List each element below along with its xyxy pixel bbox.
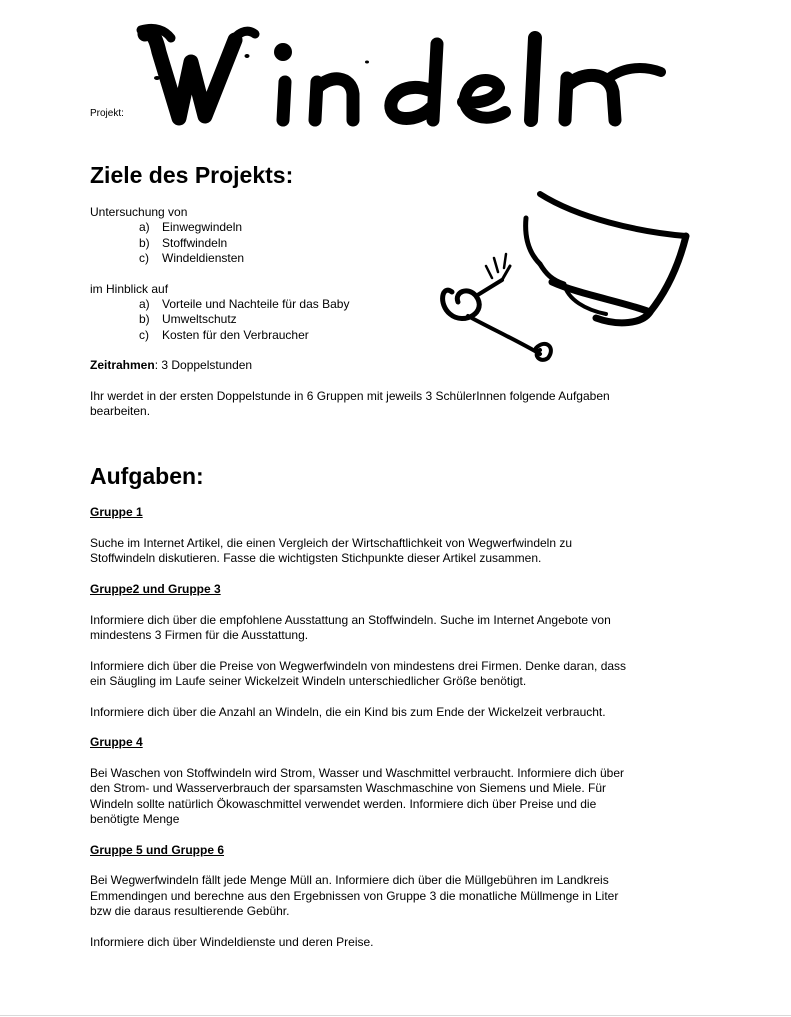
gruppe-4-title: Gruppe 4 <box>90 735 143 749</box>
zeitrahmen-line <box>90 358 252 373</box>
gruppe-1-title: Gruppe 1 <box>90 505 143 519</box>
list-marker: b) <box>139 236 150 250</box>
page-bottom-divider <box>0 1015 791 1016</box>
intro-line-2: bearbeiten. <box>90 404 151 418</box>
list-item: Stoffwindeln <box>162 236 228 250</box>
windeln-brush-logo <box>135 22 680 132</box>
diaper-with-safety-pin-icon <box>428 188 694 378</box>
paragraph-line: Informiere dich über die Preise von Wegwerfwindeln von mindestens drei Firmen. Denke daran, dass <box>90 659 627 673</box>
paragraph-line: ein Säugling im Laufe seiner Wickelzeit Windeln unterschiedlicher Größe benötigt. <box>90 674 527 688</box>
project-label: Projekt: <box>90 108 124 119</box>
untersuchung-intro: Untersuchung von <box>90 205 188 219</box>
paragraph-line: Informiere dich über die Anzahl an Windeln, die ein Kind bis zum Ende der Wickelzeit verbraucht. <box>90 705 606 719</box>
list-marker: b) <box>139 312 150 326</box>
zeitrahmen-label: Zeitrahmen <box>90 358 155 372</box>
paragraph-line: den Strom- und Wasserverbrauch der sparsamsten Waschmaschine von Siemens und Miele. Für <box>90 781 606 795</box>
aufgaben-heading: Aufgaben: <box>90 463 204 489</box>
paragraph-line: Bei Wegwerfwindeln fällt jede Menge Müll an. Informiere dich über die Müllgebühren im Landkreis <box>90 873 609 887</box>
zeitrahmen-value: : 3 Doppelstunden <box>154 358 253 372</box>
list-marker: a) <box>139 220 150 234</box>
paragraph-line: benötigte Menge <box>90 812 180 826</box>
list-marker: c) <box>139 251 149 265</box>
list-marker: c) <box>139 328 149 342</box>
gruppe-2-3-title: Gruppe2 und Gruppe 3 <box>90 582 221 596</box>
hinblick-intro: im Hinblick auf <box>90 282 169 296</box>
list-item: Einwegwindeln <box>162 220 243 234</box>
list-item: Umweltschutz <box>162 312 237 326</box>
ziele-heading: Ziele des Projekts: <box>90 162 294 188</box>
list-item: Windeldiensten <box>162 251 245 265</box>
paragraph-line: bzw die daraus resultierende Gebühr. <box>90 904 290 918</box>
paragraph-line: Suche im Internet Artikel, die einen Vergleich der Wirtschaftlichkeit von Wegwerfwindeln zu <box>90 536 573 550</box>
paragraph-line: Informiere dich über Windeldienste und deren Preise. <box>90 935 374 949</box>
list-marker: a) <box>139 297 150 311</box>
gruppe-5-6-title: Gruppe 5 und Gruppe 6 <box>90 843 225 857</box>
paragraph-line: Bei Waschen von Stoffwindeln wird Strom, Wasser und Waschmittel verbraucht. Informiere dich über <box>90 766 624 780</box>
list-item: Kosten für den Verbraucher <box>162 328 309 342</box>
list-item: Vorteile und Nachteile für das Baby <box>162 297 350 311</box>
intro-line-1: Ihr werdet in der ersten Doppelstunde in 6 Gruppen mit jeweils 3 SchülerInnen folgende Aufgaben <box>90 389 610 403</box>
paragraph-line: mindestens 3 Firmen für die Ausstattung. <box>90 628 309 642</box>
paragraph-line: Windeln sollte natürlich Ökowaschmittel verwendet werden. Informiere dich über Preise und die <box>90 797 597 811</box>
paragraph-line: Emmendingen und berechne aus den Ergebnissen von Gruppe 3 die monatliche Müllmenge in Liter <box>90 889 619 903</box>
paragraph-line: Stoffwindeln diskutieren. Fasse die wichtigsten Stichpunkte dieser Artikel zusammen. <box>90 551 542 565</box>
paragraph-line: Informiere dich über die empfohlene Ausstattung an Stoffwindeln. Suche im Internet Angebote von <box>90 613 611 627</box>
